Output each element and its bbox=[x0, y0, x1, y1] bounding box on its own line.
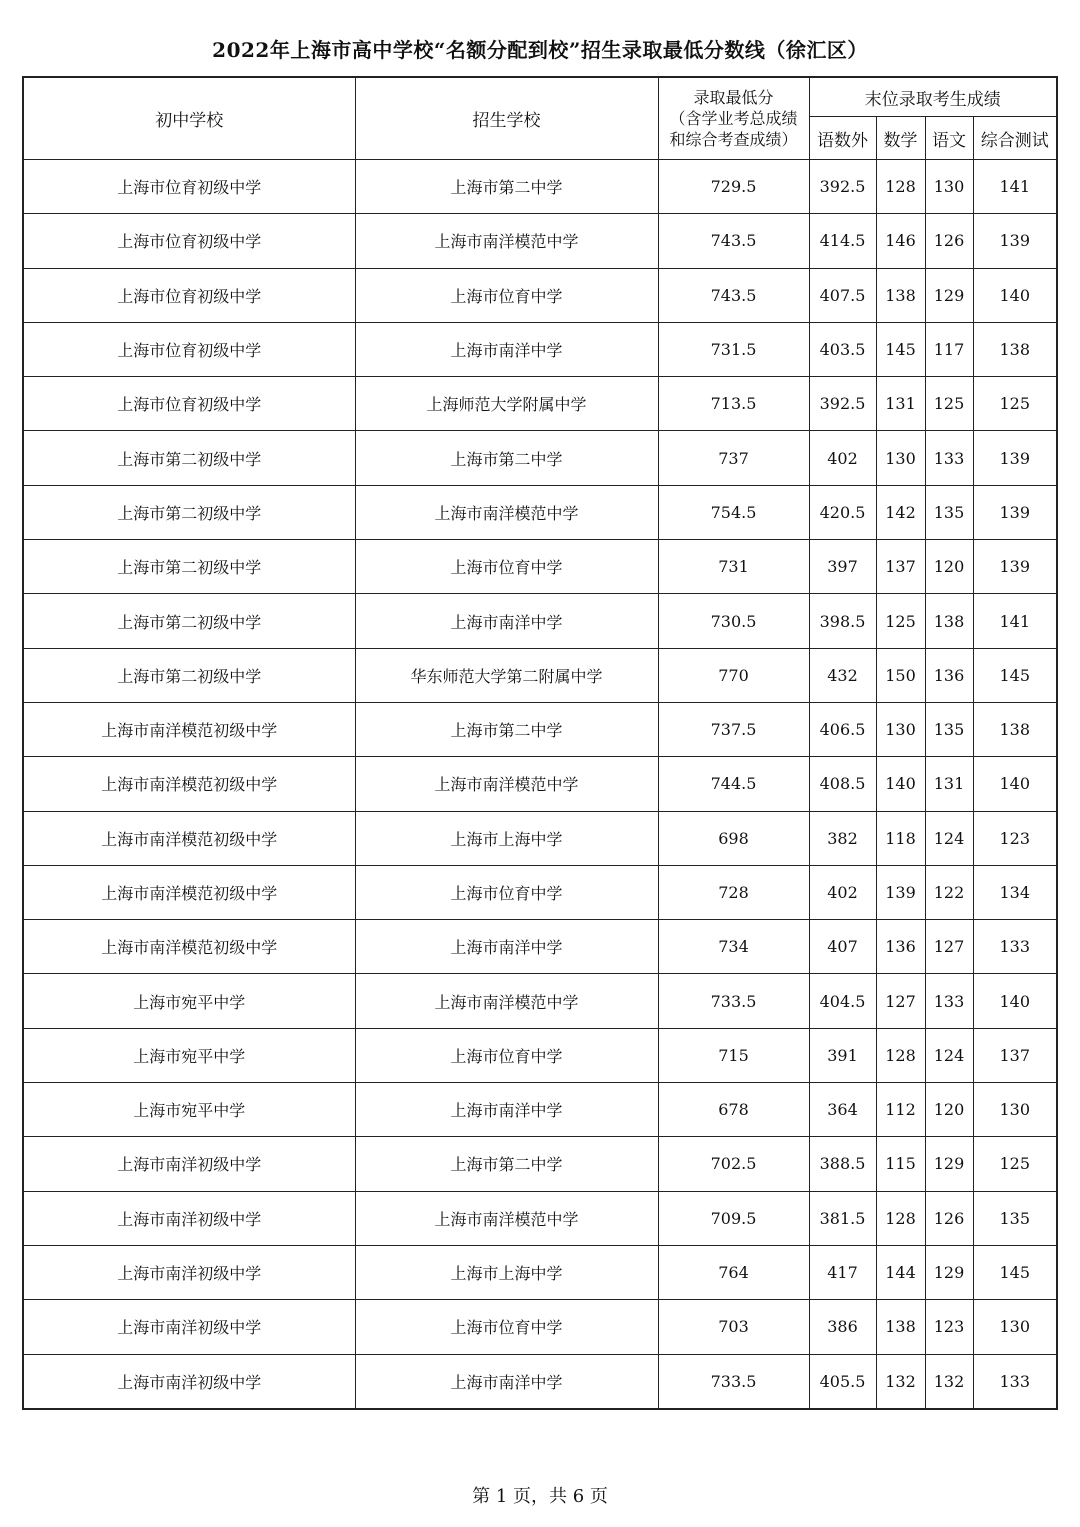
cell-math: 115 bbox=[876, 1137, 925, 1191]
table-row bbox=[23, 485, 1057, 539]
cell-recruit-school: 上海市南洋中学 bbox=[355, 920, 658, 974]
cell-min-score: 703 bbox=[658, 1300, 809, 1354]
cell-chinese: 124 bbox=[925, 1028, 973, 1082]
cell-min-score: 754.5 bbox=[658, 485, 809, 539]
table-row bbox=[23, 1300, 1057, 1354]
cell-recruit-school: 上海市第二中学 bbox=[355, 160, 658, 214]
cell-zonghe: 139 bbox=[973, 540, 1057, 594]
cell-zonghe: 130 bbox=[973, 1083, 1057, 1137]
cell-chinese: 126 bbox=[925, 214, 973, 268]
table-row bbox=[23, 268, 1057, 322]
col-header-math: 数学 bbox=[876, 117, 925, 160]
col-header-chinese: 语文 bbox=[925, 117, 973, 160]
cell-chinese: 133 bbox=[925, 974, 973, 1028]
table-row bbox=[23, 160, 1057, 214]
cell-recruit-school: 上海市第二中学 bbox=[355, 431, 658, 485]
col-header-junior: 初中学校 bbox=[23, 77, 355, 160]
page-title: 2022年上海市高中学校“名额分配到校”招生录取最低分数线（徐汇区） bbox=[212, 38, 868, 62]
cell-recruit-school: 上海市南洋模范中学 bbox=[355, 974, 658, 1028]
cell-recruit-school: 上海市南洋模范中学 bbox=[355, 485, 658, 539]
cell-yushuwai: 417 bbox=[809, 1245, 876, 1299]
cell-zonghe: 123 bbox=[973, 811, 1057, 865]
cell-junior-school: 上海市南洋模范初级中学 bbox=[23, 920, 355, 974]
cell-zonghe: 138 bbox=[973, 702, 1057, 756]
cell-recruit-school: 上海师范大学附属中学 bbox=[355, 377, 658, 431]
cell-math: 142 bbox=[876, 485, 925, 539]
cell-recruit-school: 上海市位育中学 bbox=[355, 268, 658, 322]
cell-chinese: 120 bbox=[925, 1083, 973, 1137]
cell-junior-school: 上海市第二初级中学 bbox=[23, 594, 355, 648]
cell-zonghe: 133 bbox=[973, 1354, 1057, 1409]
cell-min-score: 734 bbox=[658, 920, 809, 974]
cell-recruit-school: 上海市位育中学 bbox=[355, 1300, 658, 1354]
cell-junior-school: 上海市第二初级中学 bbox=[23, 485, 355, 539]
cell-yushuwai: 420.5 bbox=[809, 485, 876, 539]
cell-math: 150 bbox=[876, 648, 925, 702]
cell-junior-school: 上海市位育初级中学 bbox=[23, 377, 355, 431]
cell-zonghe: 139 bbox=[973, 431, 1057, 485]
cell-recruit-school: 上海市上海中学 bbox=[355, 811, 658, 865]
table-row bbox=[23, 1354, 1057, 1409]
cell-junior-school: 上海市南洋初级中学 bbox=[23, 1137, 355, 1191]
cell-recruit-school: 上海市第二中学 bbox=[355, 1137, 658, 1191]
cell-math: 112 bbox=[876, 1083, 925, 1137]
cell-math: 128 bbox=[876, 1028, 925, 1082]
cell-zonghe: 125 bbox=[973, 377, 1057, 431]
cell-zonghe: 140 bbox=[973, 757, 1057, 811]
cell-chinese: 124 bbox=[925, 811, 973, 865]
cell-min-score: 731.5 bbox=[658, 322, 809, 376]
cell-math: 131 bbox=[876, 377, 925, 431]
table-row bbox=[23, 1191, 1057, 1245]
cell-junior-school: 上海市南洋初级中学 bbox=[23, 1354, 355, 1409]
cell-min-score: 709.5 bbox=[658, 1191, 809, 1245]
cell-junior-school: 上海市南洋初级中学 bbox=[23, 1300, 355, 1354]
table-row bbox=[23, 1083, 1057, 1137]
cell-recruit-school: 上海市位育中学 bbox=[355, 540, 658, 594]
cell-chinese: 130 bbox=[925, 160, 973, 214]
cell-junior-school: 上海市第二初级中学 bbox=[23, 431, 355, 485]
cell-chinese: 125 bbox=[925, 377, 973, 431]
cell-junior-school: 上海市宛平中学 bbox=[23, 1083, 355, 1137]
cell-yushuwai: 432 bbox=[809, 648, 876, 702]
cell-math: 130 bbox=[876, 431, 925, 485]
cell-zonghe: 137 bbox=[973, 1028, 1057, 1082]
table-row bbox=[23, 377, 1057, 431]
cell-math: 144 bbox=[876, 1245, 925, 1299]
cell-yushuwai: 402 bbox=[809, 431, 876, 485]
cell-recruit-school: 上海市上海中学 bbox=[355, 1245, 658, 1299]
cell-junior-school: 上海市第二初级中学 bbox=[23, 648, 355, 702]
cell-min-score: 730.5 bbox=[658, 594, 809, 648]
cell-yushuwai: 407.5 bbox=[809, 268, 876, 322]
cell-recruit-school: 上海市南洋模范中学 bbox=[355, 757, 658, 811]
cell-zonghe: 139 bbox=[973, 485, 1057, 539]
cell-junior-school: 上海市宛平中学 bbox=[23, 1028, 355, 1082]
cell-chinese: 126 bbox=[925, 1191, 973, 1245]
cell-chinese: 138 bbox=[925, 594, 973, 648]
cell-yushuwai: 398.5 bbox=[809, 594, 876, 648]
cell-min-score: 737.5 bbox=[658, 702, 809, 756]
cell-yushuwai: 382 bbox=[809, 811, 876, 865]
cell-yushuwai: 391 bbox=[809, 1028, 876, 1082]
cell-zonghe: 141 bbox=[973, 160, 1057, 214]
header-row bbox=[23, 77, 1057, 117]
cell-yushuwai: 406.5 bbox=[809, 702, 876, 756]
cell-min-score: 715 bbox=[658, 1028, 809, 1082]
cell-min-score: 713.5 bbox=[658, 377, 809, 431]
cell-math: 139 bbox=[876, 865, 925, 919]
cell-math: 137 bbox=[876, 540, 925, 594]
cell-math: 118 bbox=[876, 811, 925, 865]
cell-recruit-school: 上海市南洋中学 bbox=[355, 1083, 658, 1137]
cell-yushuwai: 388.5 bbox=[809, 1137, 876, 1191]
cell-junior-school: 上海市南洋模范初级中学 bbox=[23, 865, 355, 919]
cell-junior-school: 上海市南洋初级中学 bbox=[23, 1191, 355, 1245]
cell-min-score: 770 bbox=[658, 648, 809, 702]
table-row bbox=[23, 811, 1057, 865]
cell-math: 145 bbox=[876, 322, 925, 376]
cell-junior-school: 上海市南洋模范初级中学 bbox=[23, 811, 355, 865]
cell-junior-school: 上海市宛平中学 bbox=[23, 974, 355, 1028]
cell-recruit-school: 上海市第二中学 bbox=[355, 702, 658, 756]
score-table bbox=[22, 76, 1058, 1410]
cell-chinese: 117 bbox=[925, 322, 973, 376]
cell-math: 138 bbox=[876, 268, 925, 322]
cell-min-score: 698 bbox=[658, 811, 809, 865]
cell-chinese: 132 bbox=[925, 1354, 973, 1409]
cell-zonghe: 145 bbox=[973, 648, 1057, 702]
cell-yushuwai: 403.5 bbox=[809, 322, 876, 376]
cell-recruit-school: 上海市南洋中学 bbox=[355, 1354, 658, 1409]
col-header-recruit: 招生学校 bbox=[355, 77, 658, 160]
cell-min-score: 764 bbox=[658, 1245, 809, 1299]
col-header-min-score bbox=[658, 77, 809, 160]
cell-math: 127 bbox=[876, 974, 925, 1028]
cell-recruit-school: 上海市位育中学 bbox=[355, 1028, 658, 1082]
table-row bbox=[23, 920, 1057, 974]
table-row bbox=[23, 974, 1057, 1028]
cell-junior-school: 上海市南洋模范初级中学 bbox=[23, 702, 355, 756]
cell-min-score: 743.5 bbox=[658, 268, 809, 322]
min-score-note-2: 和综合考查成绩） bbox=[669, 130, 798, 149]
cell-math: 132 bbox=[876, 1354, 925, 1409]
cell-junior-school: 上海市南洋模范初级中学 bbox=[23, 757, 355, 811]
table-row bbox=[23, 757, 1057, 811]
min-score-note-1: （含学业考总成绩 bbox=[669, 109, 798, 128]
cell-zonghe: 134 bbox=[973, 865, 1057, 919]
cell-chinese: 123 bbox=[925, 1300, 973, 1354]
cell-min-score: 729.5 bbox=[658, 160, 809, 214]
cell-zonghe: 140 bbox=[973, 268, 1057, 322]
cell-junior-school: 上海市位育初级中学 bbox=[23, 322, 355, 376]
cell-zonghe: 145 bbox=[973, 1245, 1057, 1299]
cell-junior-school: 上海市位育初级中学 bbox=[23, 268, 355, 322]
min-score-label: 录取最低分 bbox=[693, 88, 774, 107]
cell-min-score: 731 bbox=[658, 540, 809, 594]
cell-chinese: 133 bbox=[925, 431, 973, 485]
table-row bbox=[23, 322, 1057, 376]
cell-yushuwai: 397 bbox=[809, 540, 876, 594]
cell-min-score: 678 bbox=[658, 1083, 809, 1137]
cell-min-score: 733.5 bbox=[658, 974, 809, 1028]
cell-math: 125 bbox=[876, 594, 925, 648]
cell-yushuwai: 364 bbox=[809, 1083, 876, 1137]
cell-min-score: 702.5 bbox=[658, 1137, 809, 1191]
cell-junior-school: 上海市第二初级中学 bbox=[23, 540, 355, 594]
cell-chinese: 136 bbox=[925, 648, 973, 702]
cell-math: 136 bbox=[876, 920, 925, 974]
cell-math: 146 bbox=[876, 214, 925, 268]
table-row bbox=[23, 865, 1057, 919]
cell-recruit-school: 上海市位育中学 bbox=[355, 865, 658, 919]
cell-zonghe: 141 bbox=[973, 594, 1057, 648]
cell-yushuwai: 408.5 bbox=[809, 757, 876, 811]
cell-junior-school: 上海市位育初级中学 bbox=[23, 160, 355, 214]
cell-zonghe: 139 bbox=[973, 214, 1057, 268]
table-row bbox=[23, 540, 1057, 594]
cell-zonghe: 138 bbox=[973, 322, 1057, 376]
cell-min-score: 744.5 bbox=[658, 757, 809, 811]
cell-chinese: 127 bbox=[925, 920, 973, 974]
cell-chinese: 129 bbox=[925, 1137, 973, 1191]
cell-recruit-school: 上海市南洋中学 bbox=[355, 594, 658, 648]
cell-chinese: 129 bbox=[925, 268, 973, 322]
cell-math: 140 bbox=[876, 757, 925, 811]
table-body bbox=[23, 160, 1057, 1409]
cell-junior-school: 上海市位育初级中学 bbox=[23, 214, 355, 268]
table-row bbox=[23, 594, 1057, 648]
table-row bbox=[23, 648, 1057, 702]
cell-yushuwai: 392.5 bbox=[809, 377, 876, 431]
cell-yushuwai: 402 bbox=[809, 865, 876, 919]
cell-yushuwai: 407 bbox=[809, 920, 876, 974]
cell-chinese: 129 bbox=[925, 1245, 973, 1299]
cell-math: 130 bbox=[876, 702, 925, 756]
cell-recruit-school: 上海市南洋中学 bbox=[355, 322, 658, 376]
col-header-last-admitted: 末位录取考生成绩 bbox=[809, 77, 1057, 117]
cell-chinese: 131 bbox=[925, 757, 973, 811]
cell-yushuwai: 404.5 bbox=[809, 974, 876, 1028]
cell-junior-school: 上海市南洋初级中学 bbox=[23, 1245, 355, 1299]
cell-yushuwai: 392.5 bbox=[809, 160, 876, 214]
col-header-yushuwai: 语数外 bbox=[809, 117, 876, 160]
cell-yushuwai: 381.5 bbox=[809, 1191, 876, 1245]
cell-yushuwai: 414.5 bbox=[809, 214, 876, 268]
cell-math: 128 bbox=[876, 160, 925, 214]
cell-zonghe: 140 bbox=[973, 974, 1057, 1028]
cell-yushuwai: 405.5 bbox=[809, 1354, 876, 1409]
cell-min-score: 737 bbox=[658, 431, 809, 485]
table-row bbox=[23, 702, 1057, 756]
cell-min-score: 743.5 bbox=[658, 214, 809, 268]
cell-min-score: 733.5 bbox=[658, 1354, 809, 1409]
table-row bbox=[23, 1137, 1057, 1191]
cell-chinese: 122 bbox=[925, 865, 973, 919]
table-row bbox=[23, 1245, 1057, 1299]
cell-zonghe: 135 bbox=[973, 1191, 1057, 1245]
cell-recruit-school: 华东师范大学第二附属中学 bbox=[355, 648, 658, 702]
table-row bbox=[23, 431, 1057, 485]
cell-math: 138 bbox=[876, 1300, 925, 1354]
cell-chinese: 120 bbox=[925, 540, 973, 594]
cell-yushuwai: 386 bbox=[809, 1300, 876, 1354]
cell-chinese: 135 bbox=[925, 702, 973, 756]
cell-math: 128 bbox=[876, 1191, 925, 1245]
cell-zonghe: 125 bbox=[973, 1137, 1057, 1191]
cell-recruit-school: 上海市南洋模范中学 bbox=[355, 214, 658, 268]
page-footer: 第 1 页，共 6 页 bbox=[472, 1486, 608, 1507]
cell-min-score: 728 bbox=[658, 865, 809, 919]
col-header-zonghe: 综合测试 bbox=[973, 117, 1057, 160]
cell-zonghe: 133 bbox=[973, 920, 1057, 974]
cell-chinese: 135 bbox=[925, 485, 973, 539]
cell-recruit-school: 上海市南洋模范中学 bbox=[355, 1191, 658, 1245]
table-row bbox=[23, 1028, 1057, 1082]
table-row bbox=[23, 214, 1057, 268]
cell-zonghe: 130 bbox=[973, 1300, 1057, 1354]
